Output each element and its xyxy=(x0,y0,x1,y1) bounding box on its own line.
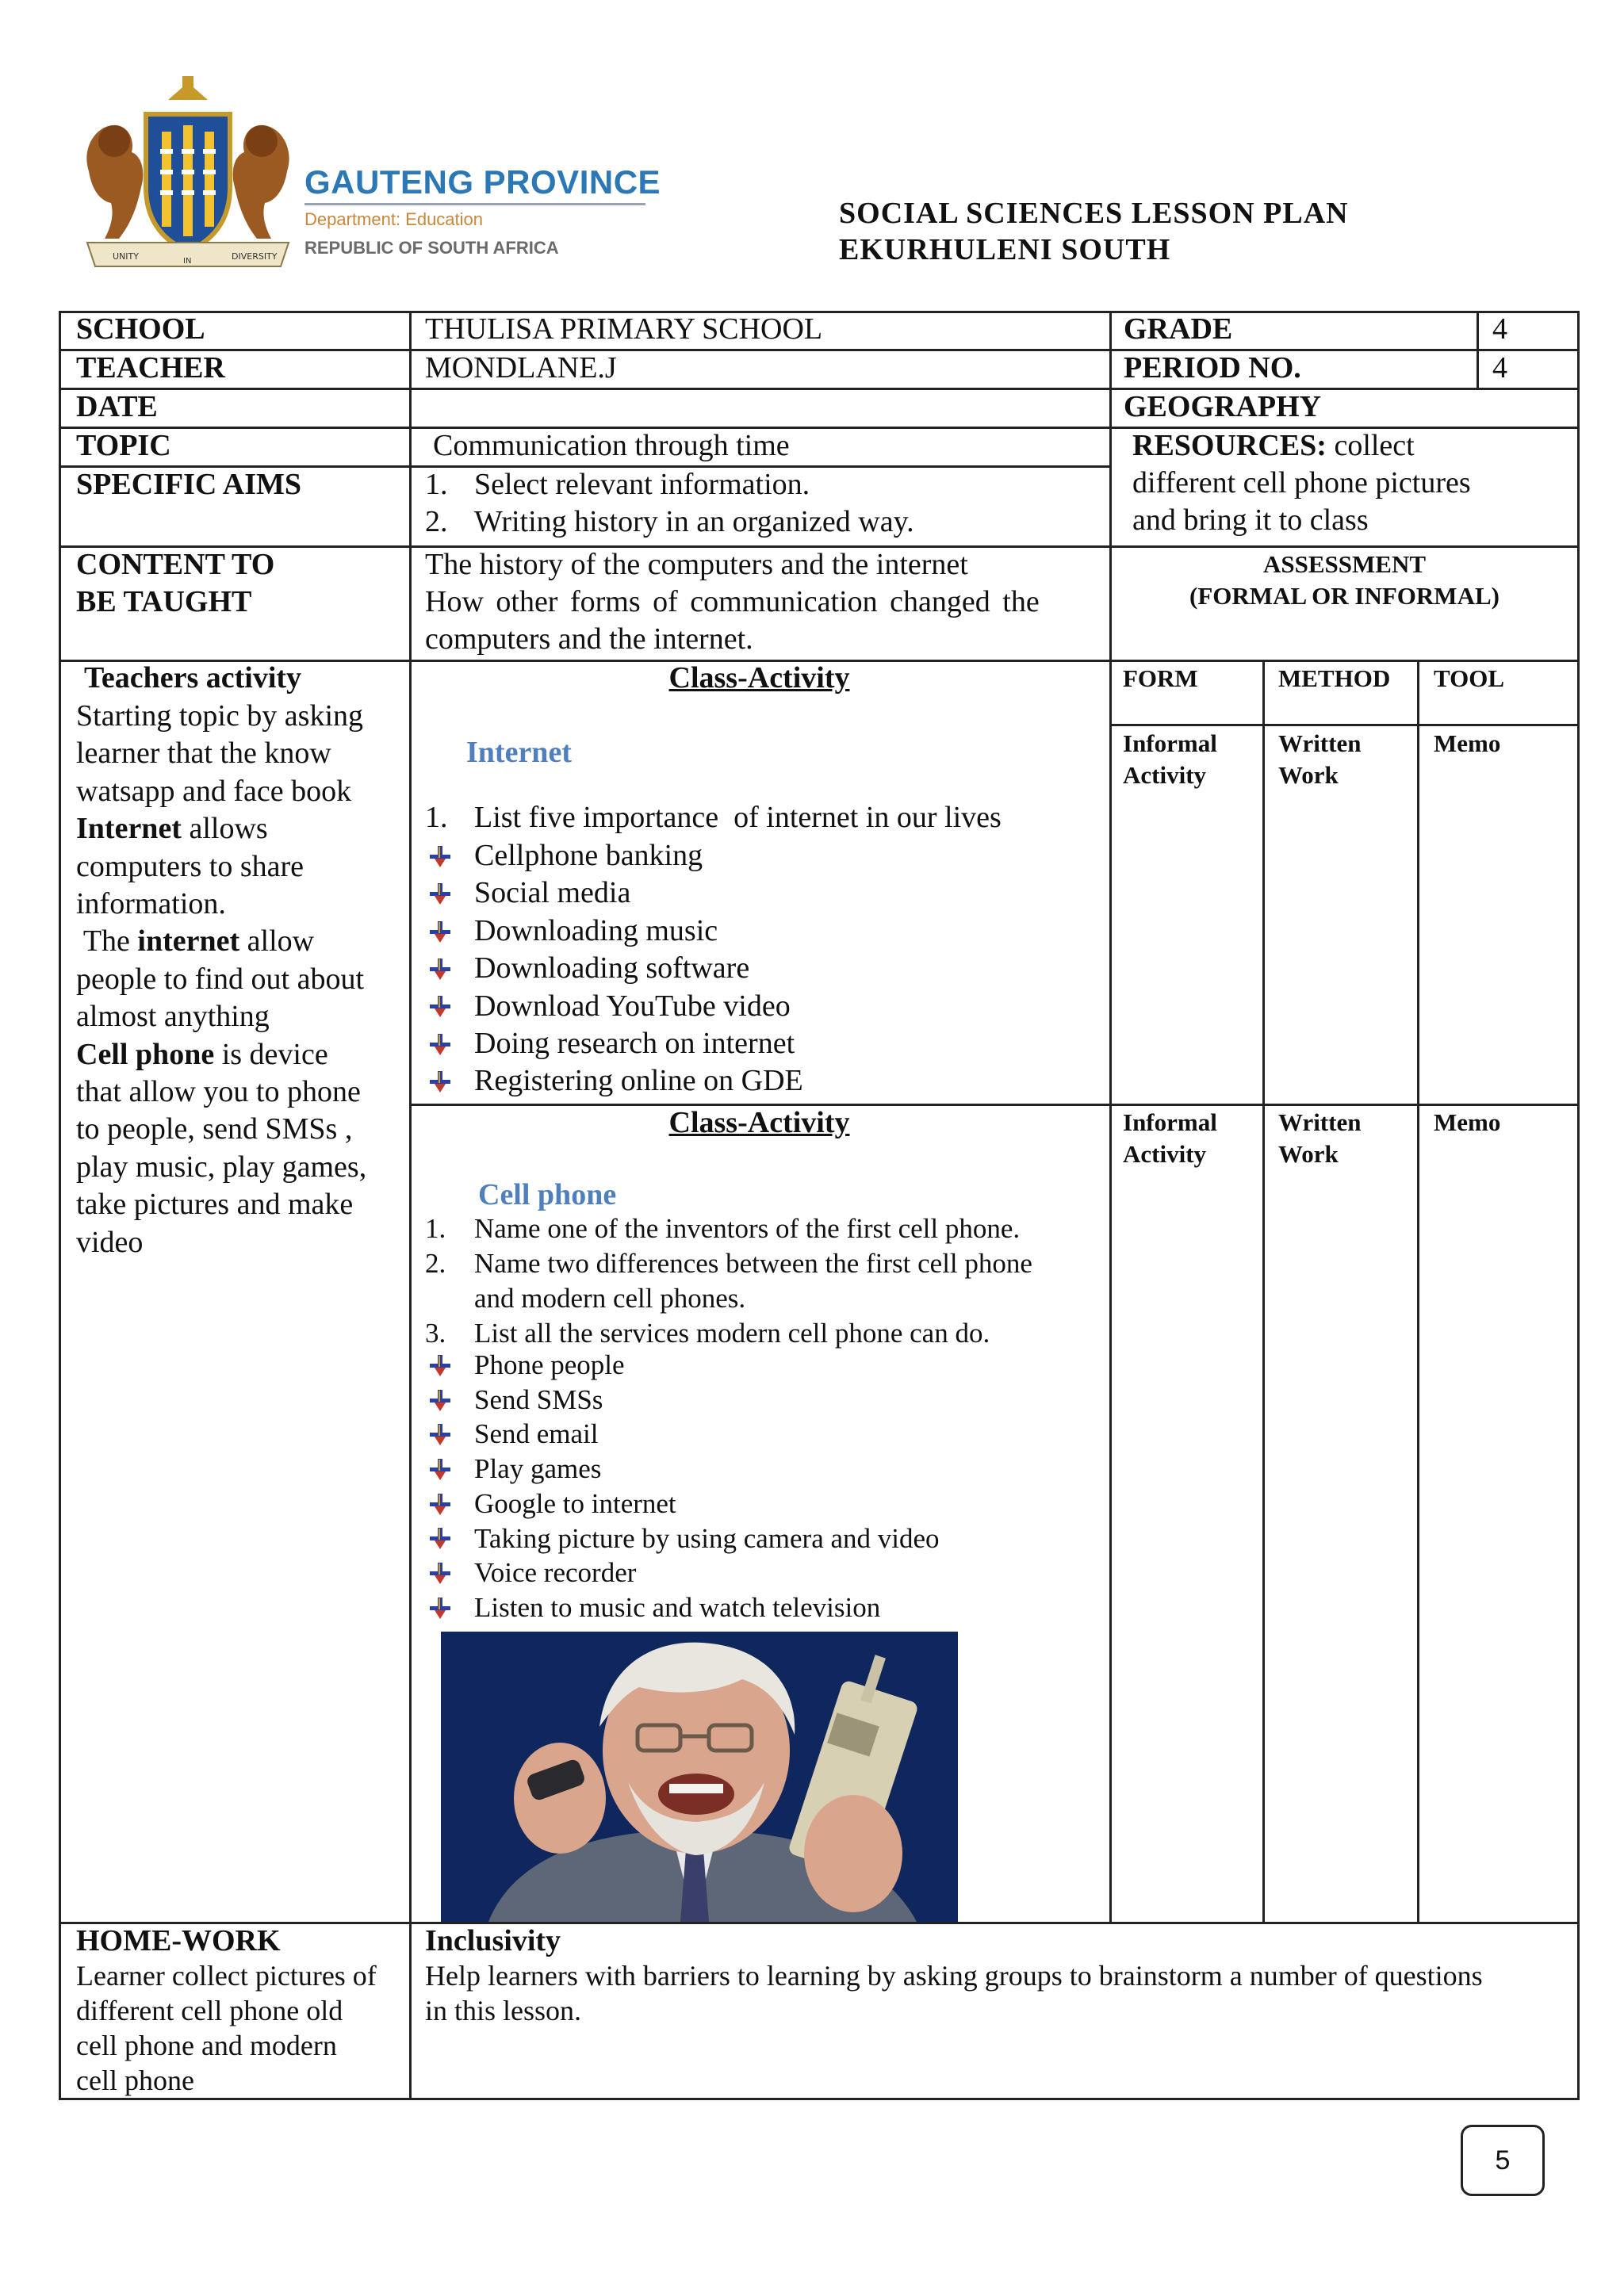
period-value: 4 xyxy=(1492,351,1507,385)
arrow-bullet-icon xyxy=(428,882,452,905)
grade-label: GRADE xyxy=(1124,312,1233,346)
bullet-item: Send SMSs xyxy=(425,1383,940,1418)
title-line-2: EKURHULENI SOUTH xyxy=(839,233,1171,266)
bullet-item: Downloading music xyxy=(425,913,803,950)
arrow-bullet-icon xyxy=(428,1561,452,1585)
bullet-item: Taking picture by using camera and video xyxy=(425,1521,940,1556)
republic-name: REPUBLIC OF SOUTH AFRICA xyxy=(304,238,559,258)
teachers-activity-line: people to find out about xyxy=(76,962,365,996)
teacher-label: TEACHER xyxy=(76,351,225,385)
department-name: Department: Education xyxy=(304,209,484,229)
aims-list xyxy=(425,466,914,541)
homework-text: Learner collect pictures of different cell phone old cell phone and modern cell phone xyxy=(76,1960,377,2096)
aims-label: SPECIFIC AIMS xyxy=(76,468,301,501)
subject-label: GEOGRAPHY xyxy=(1124,390,1322,423)
grade-value: 4 xyxy=(1492,312,1507,346)
question-item: 3. List all the services modern cell phone can do. xyxy=(425,1318,990,1349)
teachers-activity-heading: Teachers activity xyxy=(84,661,302,695)
arrow-bullet-icon xyxy=(428,920,452,943)
tool-header: TOOL xyxy=(1434,664,1505,692)
class-activity-heading: Class-Activity xyxy=(668,661,850,695)
topic-label: TOPIC xyxy=(76,429,171,462)
arrow-bullet-icon xyxy=(428,1596,452,1620)
grid-line xyxy=(59,388,1580,390)
grid-line xyxy=(1417,660,1419,1924)
cell-phone-subheading: Cell phone xyxy=(478,1178,617,1211)
grid-line xyxy=(1262,660,1265,1924)
arrow-bullet-icon xyxy=(428,1457,452,1481)
method-header: METHOD xyxy=(1278,664,1391,692)
teachers-activity-line: Internet allows xyxy=(76,812,268,846)
cell-phone-questions xyxy=(425,1211,1032,1351)
teachers-activity-line: almost anything xyxy=(76,1000,270,1034)
resources-text-1: collect xyxy=(1326,429,1415,462)
resources-label: RESOURCES: xyxy=(1132,429,1327,462)
bullet-item: Download YouTube video xyxy=(425,988,803,1025)
bullet-item: Doing research on internet xyxy=(425,1025,803,1062)
school-value: THULISA PRIMARY SCHOOL xyxy=(425,312,823,346)
grid-line xyxy=(59,1922,1580,1924)
teachers-activity-text xyxy=(76,698,366,1261)
period-label: PERIOD NO. xyxy=(1124,351,1301,385)
form-header: FORM xyxy=(1123,664,1198,692)
grid-line xyxy=(409,311,412,2100)
teachers-activity-line: Starting topic by asking xyxy=(76,699,364,733)
teachers-activity-line: video xyxy=(76,1225,144,1259)
logo-divider xyxy=(304,203,645,205)
gauteng-education-logo xyxy=(73,76,676,279)
arrow-bullet-icon xyxy=(428,994,452,1018)
inclusivity-text: Help learners with barriers to learning by asking groups to brainstorm a number of questions in this lesson. xyxy=(425,1960,1483,2026)
arrow-bullet-icon xyxy=(428,1422,452,1446)
homework-label: HOME-WORK xyxy=(76,1924,281,1957)
teacher-value: MONDLANE.J xyxy=(425,351,617,385)
grid-line xyxy=(1477,311,1479,388)
content-line: How other forms of communication changed the xyxy=(425,585,1040,618)
bullet-item: Google to internet xyxy=(425,1487,940,1521)
teachers-activity-line: information. xyxy=(76,887,226,921)
question-item: 2. Name two differences between the first cell phone and modern cell phones. xyxy=(425,1248,1032,1314)
grid-line xyxy=(59,2098,1580,2100)
question-number: 1. xyxy=(425,801,448,834)
content-label: CONTENT TO BE TAUGHT xyxy=(76,548,275,618)
bullet-item: Listen to music and watch television xyxy=(425,1590,940,1625)
content-line: computers and the internet. xyxy=(425,622,753,656)
coat-of-arms-icon xyxy=(73,76,303,279)
grid-line xyxy=(1112,724,1580,726)
title-line-1: SOCIAL SCIENCES LESSON PLAN xyxy=(839,197,1349,230)
bullet-item: Registering online on GDE xyxy=(425,1062,803,1100)
svg-text:UNITY: UNITY xyxy=(113,251,139,262)
assessment-tool: Memo xyxy=(1434,1108,1501,1136)
bullet-item: Voice recorder xyxy=(425,1556,940,1590)
teachers-activity-line: play music, play games, xyxy=(76,1150,367,1184)
assessment-method: Written Work xyxy=(1278,1108,1362,1168)
assessment-method: Written Work xyxy=(1278,729,1362,789)
teachers-activity-line: learner that the know xyxy=(76,737,331,771)
province-name: GAUTENG PROVINCE xyxy=(304,163,661,201)
bullet-item: Send email xyxy=(425,1417,940,1452)
internet-question xyxy=(425,799,1002,836)
arrow-bullet-icon xyxy=(428,1388,452,1412)
resources-text-2: different cell phone pictures xyxy=(1132,466,1471,499)
resources-block xyxy=(1132,427,1471,539)
resources-text-3: and bring it to class xyxy=(1132,503,1369,537)
teachers-activity-line: that allow you to phone xyxy=(76,1075,361,1109)
arrow-bullet-icon xyxy=(428,1353,452,1377)
arrow-bullet-icon xyxy=(428,1070,452,1093)
arrow-bullet-icon xyxy=(428,1492,452,1516)
assessment-tool: Memo xyxy=(1434,729,1501,757)
svg-text:IN: IN xyxy=(183,257,192,266)
grid-line xyxy=(59,349,1580,351)
cell-phone-inventor-photo xyxy=(441,1632,958,1922)
teachers-activity-line: to people, send SMSs , xyxy=(76,1112,353,1146)
class-activity-heading: Class-Activity xyxy=(668,1106,850,1139)
aim-item: 2. Writing history in an organized way. xyxy=(425,505,914,538)
bullet-item: Cellphone banking xyxy=(425,837,803,874)
teachers-activity-line: The internet allow xyxy=(76,924,315,959)
assessment-label: ASSESSMENT (FORMAL OR INFORMAL) xyxy=(1189,550,1500,610)
teachers-activity-line: computers to share xyxy=(76,849,304,883)
page-number: 5 xyxy=(1461,2125,1545,2196)
grid-line xyxy=(59,311,61,2100)
assessment-form: Informal Activity xyxy=(1123,1108,1217,1168)
school-label: SCHOOL xyxy=(76,312,205,346)
content-to-teach xyxy=(425,546,1040,658)
grid-line xyxy=(1577,311,1580,2100)
cell-phone-services-list xyxy=(425,1348,940,1625)
arrow-bullet-icon xyxy=(428,1526,452,1550)
lesson-plan-title xyxy=(839,195,1349,268)
arrow-bullet-icon xyxy=(428,844,452,868)
svg-text:DIVERSITY: DIVERSITY xyxy=(232,251,278,262)
arrow-bullet-icon xyxy=(428,957,452,981)
bullet-item: Phone people xyxy=(425,1348,940,1383)
inventor-photo-image xyxy=(441,1632,958,1922)
teachers-activity-line: watsapp and face book xyxy=(76,774,352,808)
assessment-form: Informal Activity xyxy=(1123,729,1217,789)
aim-item: 1. Select relevant information. xyxy=(425,468,810,501)
inclusivity-label: Inclusivity xyxy=(425,1924,561,1957)
bullet-item: Play games xyxy=(425,1452,940,1487)
internet-importance-list xyxy=(425,837,803,1100)
bullet-item: Downloading software xyxy=(425,950,803,987)
date-label: DATE xyxy=(76,390,158,423)
topic-value: Communication through time xyxy=(433,429,790,462)
question-item: 1. Name one of the inventors of the first cell phone. xyxy=(425,1213,1021,1244)
content-line: The history of the computers and the internet xyxy=(425,548,968,581)
arrow-bullet-icon xyxy=(428,1032,452,1056)
internet-subheading: Internet xyxy=(466,736,572,769)
teachers-activity-line: Cell phone is device xyxy=(76,1037,328,1071)
question-text: List five importance of internet in our lives xyxy=(474,801,1002,834)
bullet-item: Social media xyxy=(425,874,803,912)
teachers-activity-line: take pictures and make xyxy=(76,1188,354,1222)
